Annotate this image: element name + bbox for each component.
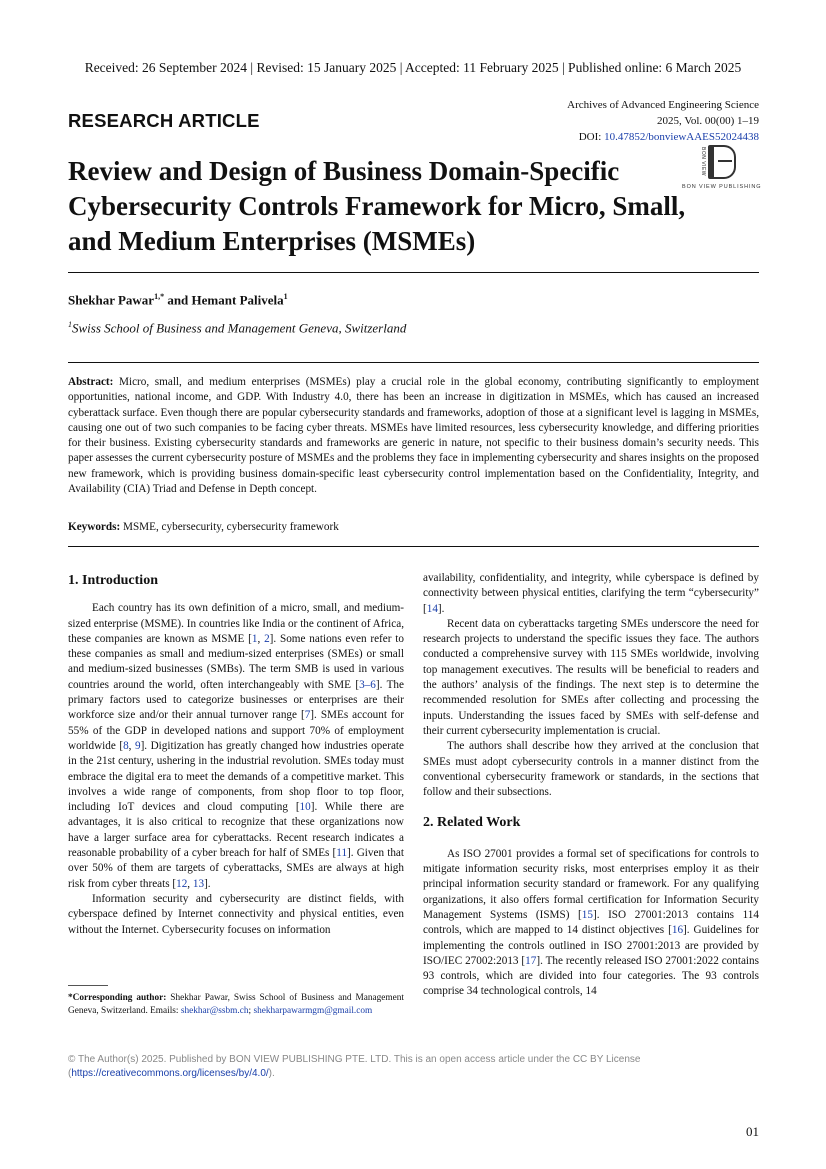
- citation-link[interactable]: 7: [304, 709, 311, 722]
- intro-paragraph-continued: availability, confidentiality, and integrity, while cyberspace is defined by connectivity between physical entities, clarifying the term “cybersecurity” [14].: [423, 572, 759, 615]
- left-column: [68, 573, 404, 938]
- doi: [567, 129, 759, 145]
- author-conjunction: and: [164, 292, 192, 308]
- citation-link[interactable]: 2: [264, 632, 270, 645]
- section-heading-related-work: 2. Related Work: [423, 815, 521, 831]
- footnote-divider: [68, 985, 108, 986]
- related-work-paragraph-1: As ISO 27001 provides a formal set of specifications for controls to mitigate information security risks, most enterprises employ it as their principal information security standard or framework. For any qualifying organizations, it also offers formal certification for Information Security Management Systems (ISMS) [15]. ISO 27001:2013 contains 114 controls, which are mapped to 14 distinct objectives [16]. Guidelines for implementing the controls outlined in ISO 27001:2013 are provided by ISO/IEC 27002:2013 [17]. The recently released ISO 27001:2022 contains 93 controls, which are divided into four categories. The 93 controls comprise 34 technological controls, 14: [423, 847, 759, 998]
- abstract-label: Abstract:: [68, 376, 114, 388]
- publisher-b-icon: [708, 145, 736, 179]
- author-affil-mark: 1: [283, 292, 288, 301]
- abstract-top-divider: [68, 362, 759, 363]
- citation-link[interactable]: 17: [525, 954, 537, 967]
- journal-volume: 2025, Vol. 00(00) 1–19: [657, 115, 759, 127]
- publisher-logo-text: BON VIEW PUBLISHING: [682, 184, 762, 190]
- intro-paragraph-4: The authors shall describe how they arrived at the conclusion that SMEs must adopt cybersecurity controls in a manner distinct from the conventional cybersecurity framework or standards, in the sections that follow and their subsections.: [423, 740, 759, 799]
- keywords-text: MSME, cybersecurity, cybersecurity framework: [120, 521, 339, 533]
- license-link[interactable]: https://creativecommons.org/licenses/by/4.0/: [71, 1068, 269, 1079]
- citation-link[interactable]: 11: [336, 847, 348, 860]
- intro-paragraph-3: Recent data on cyberattacks targeting SMEs underscore the need for research projects to understand the specific issues they face. The authors conducted a comprehensive survey with 115 SMEs worldwide, involving top management executives. The results will be beneficial to readers and the authors’ analysis of the findings. The next step is to determine the recommended resolution for SMEs after collecting and processing the inputs. Understanding the issues faced by SMEs with self-defense and their current cybersecurity implementation is crucial.: [423, 617, 759, 737]
- keywords-label: Keywords:: [68, 521, 121, 533]
- citation-link[interactable]: 9: [134, 739, 141, 752]
- license-notice: © The Author(s) 2025. Published by BON VIEW PUBLISHING PTE. LTD. This is an open access article under the CC BY License (https://creativecommons.org/licenses/by/4.0/).: [68, 1054, 641, 1079]
- citation-link[interactable]: 15: [581, 908, 593, 921]
- citation-link[interactable]: 12: [176, 877, 188, 890]
- author-name: Hemant Palivela: [191, 292, 284, 308]
- paper-title: Review and Design of Business Domain-Specific Cybersecurity Controls Framework for Micro, Small, and Medium Enterprises (MSMEs): [68, 156, 686, 256]
- intro-paragraph-1: Each country has its own definition of a micro, small, and medium-sized enterprise (MSME). In countries like India or the continent of Africa, these companies are known as MSME [1, 2]. Some nations even refer to these companies as small and medium-sized enterprises (SMEs) or small and medium-sized businesses (SMBs). The term SMB is used in various countries around the world, often interchangeably with SME [3–6]. The primary factors used to categorize businesses or enterprises are their workforce size and/or their annual turnover range [7]. SMEs account for 55% of the GDP in developed nations and support 70% of employment worldwide [8, 9]. Digitization has greatly changed how industries operate in the 21st century, ushering in the industrial revolution. SMEs today must embrace the digital era to meet the demands of a competitive market. This involves a wide range of components, from shop floor to top floor, including IoT devices and cloud computing [10]. While there are advantages, it is also critical to recognize that these organizations now have a larger surface area for cyberattacks. Recent research indicates a reasonable probability of a cyber breach for half of SMEs [11]. Given that over 50% of them are targets of cyberattacks, SMEs are always at high risk from cyber threats [12, 13].: [68, 602, 405, 890]
- abstract-bottom-divider: [68, 546, 759, 547]
- email-link[interactable]: shekharpawarmgm@gmail.com: [253, 1005, 373, 1016]
- author-affil-mark: 1,*: [154, 292, 165, 301]
- title-divider: [68, 272, 759, 273]
- page-number: 01: [746, 1124, 759, 1139]
- journal-name: Archives of Advanced Engineering Science: [567, 99, 759, 111]
- keywords: [68, 521, 759, 533]
- corresponding-author-footnote: *Corresponding author: Shekhar Pawar, Swiss School of Business and Management Geneva, Switzerland. Emails: shekhar@ssbm.ch; shekharpawarmgm@gmail.com: [68, 993, 404, 1016]
- citation-link[interactable]: 1: [251, 632, 258, 645]
- publisher-logo-vertical-text: BON VIEW: [700, 147, 706, 177]
- publication-dates: Received: 26 September 2024 | Revised: 15 January 2025 | Accepted: 11 February 2025 | Published online: 6 March 2025: [84, 60, 742, 75]
- abstract-text: Micro, small, and medium enterprises (MSMEs) play a crucial role in the global economy, contributing significantly to employment opportunities, national income, and GDP. With Industry 4.0, there has been an increase in digitization in MSMEs, which has caused an increased cyberattack surface. Even though there are popular cybersecurity standards and frameworks, adoption of those at a significant level is lagging in MSMEs, causing one out of two such companies to be facing cyber threats. MSMEs have limited resources, less cybersecurity knowledge, and differing priorities for their business. Existing cybersecurity standards and frameworks are generic in nature, not specific to their business domain’s security needs. This paper assesses the current cybersecurity posture of MSMEs and the problems they face in implementing cybersecurity and shares insights on the proposed new framework, which is providing business domain-specific least cybersecurity control implementation based on the Confidentiality, Integrity, and Availability (CIA) Triad and Defense in Depth concept.: [68, 376, 759, 496]
- affiliation-mark: 1: [68, 320, 72, 329]
- citation-link[interactable]: 13: [192, 877, 205, 890]
- intro-paragraph-2: Information security and cybersecurity are distinct fields, with cyberspace defined by Internet connectivity and physical entities, even without the Internet. Cybersecurity focuses on information: [68, 892, 404, 936]
- citation-link[interactable]: 3–6: [359, 678, 376, 691]
- author-name: Shekhar Pawar: [68, 292, 155, 308]
- abstract: [68, 375, 759, 497]
- affiliation-text: Swiss School of Business and Management Geneva, Switzerland: [72, 320, 407, 336]
- publisher-logo: [682, 145, 762, 195]
- citation-link[interactable]: 10: [299, 801, 311, 814]
- citation-link[interactable]: 16: [671, 924, 684, 937]
- section-heading-introduction: 1. Introduction: [68, 573, 158, 588]
- affiliation: [68, 320, 406, 336]
- article-type: RESEARCH ARTICLE: [68, 110, 260, 131]
- doi-link[interactable]: 10.47852/bonviewAAES52024438: [604, 131, 759, 143]
- citation-link[interactable]: 8: [123, 739, 129, 752]
- journal-info: [567, 97, 759, 145]
- email-link[interactable]: shekhar@ssbm.ch: [180, 1005, 249, 1016]
- citation-link[interactable]: 14: [426, 602, 438, 615]
- right-column: [423, 571, 759, 1000]
- doi-label: DOI:: [578, 131, 602, 143]
- author-list: [68, 292, 288, 308]
- footnote-label: *Corresponding author:: [68, 993, 167, 1003]
